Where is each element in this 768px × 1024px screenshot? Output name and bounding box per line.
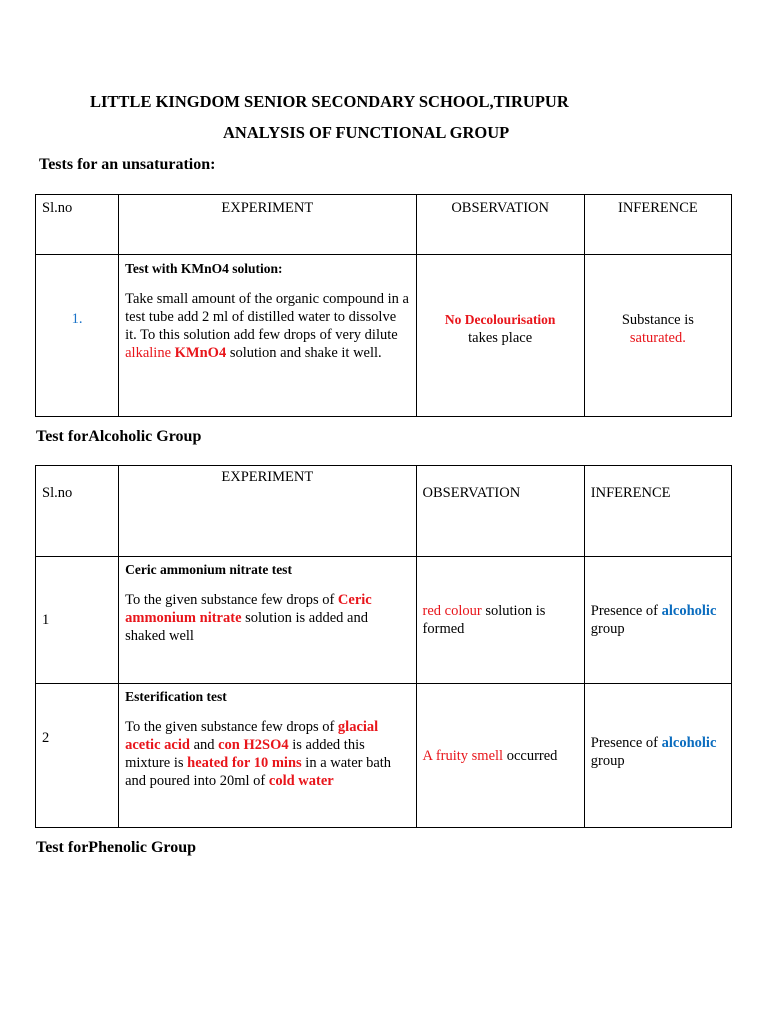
observation-text: occurred (503, 747, 558, 764)
observation-cell (416, 557, 584, 684)
inference-text: Substance is (621, 311, 694, 328)
row-slno: 1 (36, 557, 119, 684)
experiment-cell (119, 557, 416, 684)
slno-value: 1. (71, 310, 83, 327)
inference-highlight: saturated. (629, 329, 686, 346)
table-row (36, 557, 732, 684)
observation-highlight: red colour (422, 603, 482, 619)
observation-highlight: No Decolourisation (444, 311, 556, 327)
observation-cell (416, 255, 584, 417)
experiment-title: Ceric ammonium nitrate test (125, 562, 292, 577)
col-header-observation: OBSERVATION (416, 195, 584, 255)
observation-text: solution is formed (422, 603, 546, 637)
experiment-cell (119, 255, 416, 417)
section-heading-alcoholic: Test forAlcoholic Group (36, 428, 202, 445)
section-heading-phenolic: Test forPhenolic Group (36, 839, 197, 856)
inference-cell: Presence of alcoholic group (584, 684, 731, 828)
row-slno (36, 255, 119, 417)
col-header-experiment: EXPERIMENT (119, 466, 416, 557)
observation-text: takes place (468, 329, 533, 346)
unsaturation-table (35, 194, 732, 417)
inference-cell: Presence of alcoholic group (584, 557, 731, 684)
experiment-body: To the given substance few drops of Ceric ammonium nitrate solution is added and shaked well (125, 592, 372, 644)
col-header-inference: INFERENCE (584, 466, 731, 557)
table-header-row (36, 466, 732, 557)
col-header-observation: OBSERVATION (416, 466, 584, 557)
col-header-experiment: EXPERIMENT (119, 195, 416, 255)
inference-cell (584, 255, 731, 417)
school-name: LITTLE KINGDOM SENIOR SECONDARY SCHOOL,TIRUPUR (90, 92, 569, 111)
observation-cell (416, 684, 584, 828)
col-header-slno: Sl.no (36, 195, 119, 255)
section-heading-unsaturation: Tests for an unsaturation: (39, 156, 216, 173)
table-header-row (36, 195, 732, 255)
table-row (36, 255, 732, 417)
experiment-body: Take small amount of the organic compound in a test tube add 2 ml of distilled water to dissolve it. To this solution add few drops of very dilute alkaline KMnO4 solution and shake it well. (125, 291, 409, 361)
experiment-body: To the given substance few drops of glacial acetic acid and con H2SO4 is added this mixture is heated for 10 mins in a water bath and poured into 20ml of cold water (125, 719, 392, 789)
row-slno: 2 (36, 684, 119, 828)
document-title: ANALYSIS OF FUNCTIONAL GROUP (223, 123, 510, 142)
experiment-cell (119, 684, 416, 828)
table-row (36, 684, 732, 828)
inference-highlight: alcoholic (661, 603, 717, 619)
inference-highlight: alcoholic (661, 734, 717, 751)
experiment-title: Esterification test (125, 689, 227, 704)
col-header-slno: Sl.no (36, 466, 119, 557)
observation-highlight: A fruity smell (422, 747, 504, 764)
experiment-title: Test with KMnO4 solution: (125, 261, 283, 276)
alcoholic-table (35, 465, 732, 828)
col-header-inference: INFERENCE (584, 195, 731, 255)
